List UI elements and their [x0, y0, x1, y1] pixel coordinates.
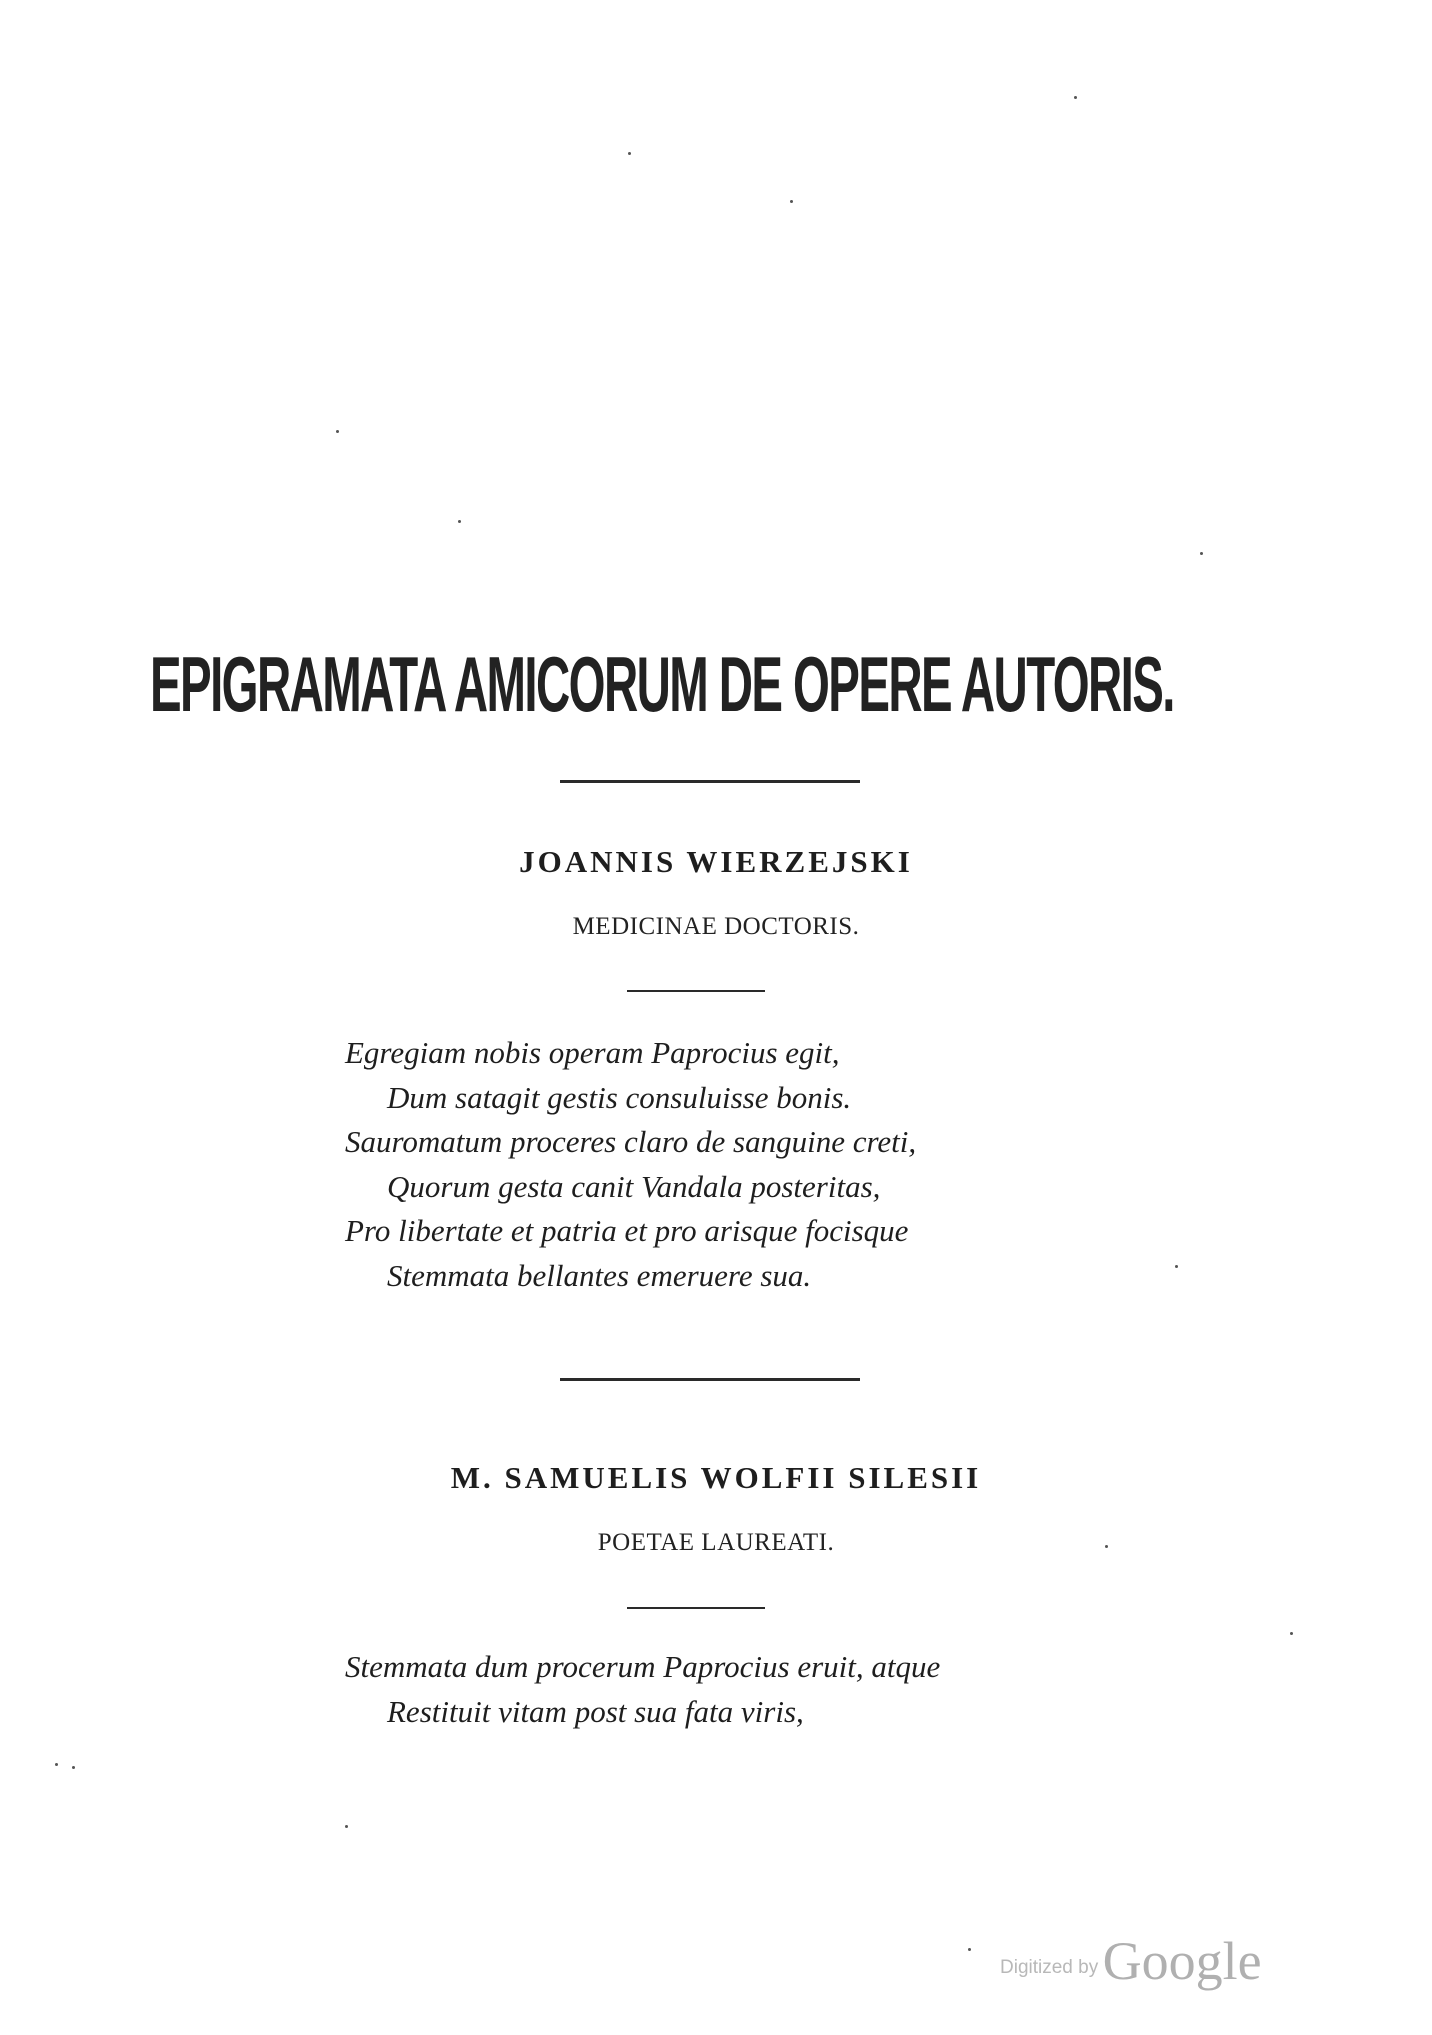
scan-speck [55, 1763, 58, 1766]
author-title: POETAE LAUREATI. [597, 1529, 835, 1556]
watermark-prefix: Digitized by [1000, 1957, 1099, 1978]
page-heading: EPIGRAMATA AMICORUM DE OPERE AUTORIS. [150, 640, 1174, 728]
scan-speck [968, 1948, 971, 1951]
author-name: JOANNIS WIERZEJSKI [519, 844, 913, 879]
poem-line: Dum satagit gestis consuluisse bonis. [387, 1079, 852, 1115]
poem-line: Stemmata dum procerum Paprocius eruit, atque [345, 1649, 941, 1684]
scan-speck [1290, 1632, 1293, 1635]
poem-line: Pro libertate et patria et pro arisque focisque [345, 1213, 909, 1248]
poem-line: Sauromatum proceres claro de sanguine creti, [345, 1124, 917, 1159]
scan-speck [1074, 96, 1077, 99]
scan-speck [1200, 552, 1203, 555]
google-watermark [1000, 1930, 1262, 1992]
google-logo: Google [1102, 1931, 1262, 1991]
scan-speck [628, 152, 631, 155]
scan-speck [336, 430, 339, 433]
heading-divider [560, 780, 860, 783]
scan-speck [72, 1766, 75, 1769]
scan-speck [458, 520, 461, 523]
author-divider [627, 990, 765, 992]
scan-speck [790, 200, 793, 203]
poem [345, 1031, 916, 1298]
scan-speck [1175, 1265, 1178, 1268]
author-name: M. SAMUELIS WOLFII SILESII [450, 1460, 982, 1495]
poem-line: Quorum gesta canit Vandala posteritas, [387, 1168, 881, 1204]
poem-line: Restituit vitam post sua fata viris, [387, 1693, 804, 1729]
scan-speck [345, 1825, 348, 1828]
poem-line: Stemmata bellantes emeruere sua. [387, 1257, 812, 1293]
author-divider [627, 1607, 765, 1609]
section-divider [560, 1378, 860, 1381]
poem [345, 1645, 940, 1734]
author-title: MEDICINAE DOCTORIS. [572, 913, 860, 940]
poem-line: Egregiam nobis operam Paprocius egit, [345, 1035, 840, 1070]
